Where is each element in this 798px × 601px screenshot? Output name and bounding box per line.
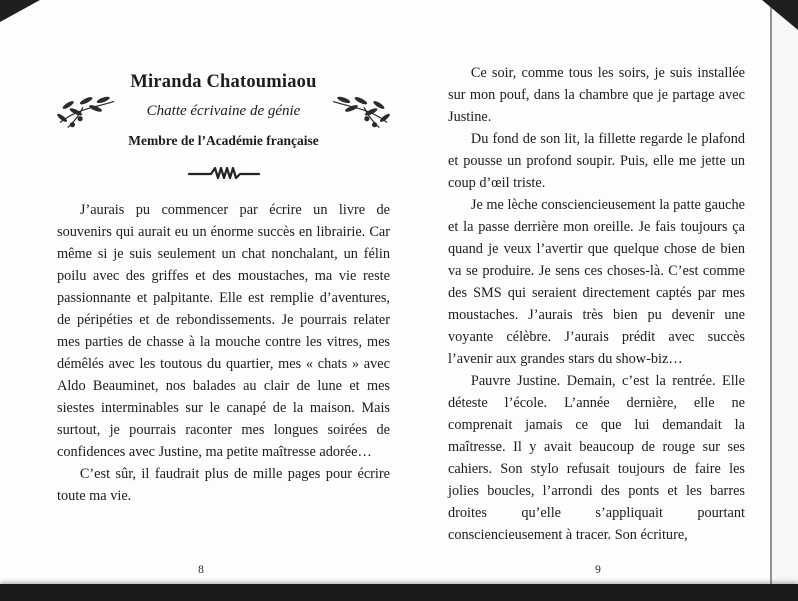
title-row [57,72,390,149]
affiliation: Membre de l’Académie française [128,133,319,148]
olive-branch-left-icon [57,89,117,133]
page-number-left: 8 [198,564,204,576]
paragraph: Je me lèche consciencieusement la patte gauche et la passe derrière mon oreille. Je fais toujours ça quand je veux l’avertir que quelque chose de bien va se produire. Je sens ces choses-là. C’est comme des SMS qui seraient directement captés par mes moustaches. J’aurais très bien pu devenir une voyante célèbre. J’aurais prédit avec succès l’avenir aux grandes stars du show-biz… [448,197,745,367]
squiggle-divider-icon [57,164,390,182]
chapter-header [57,72,390,182]
page-title: Miranda Chatoumiaou [130,72,317,92]
paragraph: J’aurais pu commencer par écrire un livre de souvenirs qui aurait eu un énorme succès en librairie. Car même si je suis seulement un chat nonchalant, un félin poilu avec des griffes et des moustaches, ma vie reste passionnante et palpitante. Elle est remplie d’aventures, de péripéties et de rebondissements. Je pourrais relater mes parties de chasse à la mouche contre les vitres, mes démêlés avec les toutous du quartier, mes « chats » avec Aldo Beauminet, nos balades au clair de lune et mes siestes interminables sur le canapé de la maison. Mais surtout, je pourrais raconter mes longues soirées de confidences avec Justine, ma petite maîtresse adorée… [57,202,390,460]
paragraph: Du fond de son lit, la fillette regarde le plafond et pousse un profond soupir. Puis, elle me jette un coup d’œil triste. [448,131,745,191]
left-page-text [57,199,390,507]
book-page-edge-line [770,0,772,584]
right-page-text [448,62,745,546]
background-corner-top-right [762,0,798,30]
right-page [448,62,745,546]
paragraph: C’est sûr, il faudrait plus de mille pages pour écrire toute ma vie. [57,466,390,504]
olive-branch-right-icon [330,89,390,133]
book-page-edge-strip [772,0,798,584]
subtitle: Chatte écrivaine de génie [146,103,301,119]
left-page [57,72,390,507]
chapter-header-text [126,72,321,149]
paragraph: Ce soir, comme tous les soirs, je suis installée sur mon pouf, dans la chambre que je partage avec Justine. [448,65,745,125]
background-bottom-edge [0,584,798,601]
page-number-right: 9 [595,564,601,576]
background-corner-top-left [0,0,40,22]
paragraph: Pauvre Justine. Demain, c’est la rentrée. Elle déteste l’école. L’année dernière, elle ne comprenait jamais ce que lui demandait la maîtresse. Il y avait beaucoup de rouge sur ses cahiers. Son stylo refusait toujours de faire les jolies boucles, l’arrondi des ponts et les barres droites qu’elle s’appliquait pourtant consciencieusement à tracer. Son écriture, [448,373,745,543]
